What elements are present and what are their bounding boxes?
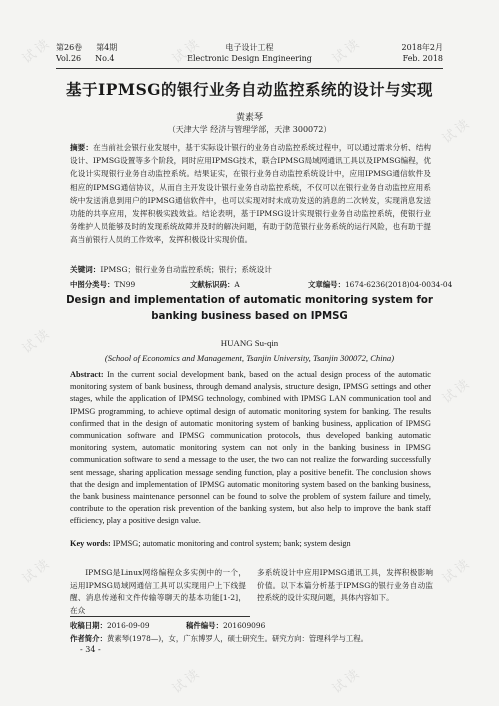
abstract-en-text: In the current social development bank, based on the actual design process of the automatic monitoring system of bank business, through demand analysis, structure design, IPMSG settings and other stages, while the application of IPMSG technology, combined with IPMSG LAN communication tool and IPMSG programming, to achieve optimal design of automatic monitoring system for banking. The results confirmed that in the design of automatic monitoring system of banking business, application of IPMSG communication software and IPMSG communication protocols, thus developed banking automatic monitoring system, automatic monitoring system can not only in the banking business in IPMSG communication software to send a message to the user, the two can not realize the forwarding successfully sent message, sharing application message sending function, play a positive benefit. The conclusion shows that the design and implementation of IPMSG automatic monitoring system based on the banking business, the bank business maintenance personnel can be found to solve the problem of system failure and timely, contribute to the operation risk prevention of the banking system, but also help to improve the bank staff efficiency, play a positive design value. (70, 370, 431, 526)
watermark: 试读 (20, 35, 55, 67)
clc-label: 中图分类号： (70, 280, 115, 289)
watermark: 试读 (20, 325, 55, 357)
keywords-en-label: Key words: (70, 539, 111, 548)
affiliation-en: (School of Economics and Management, Tsanjin University, Tsanjin 300072, China) (104, 353, 395, 363)
draft-number: 201609096 (222, 621, 266, 630)
footnote-bio (70, 633, 431, 644)
date-en: Feb. 2018 (402, 54, 443, 63)
doc-code-value: A (234, 280, 240, 289)
clc-value: TN99 (114, 280, 136, 289)
keywords-en-text: IPMSG; automatic monitoring and control system; bank; system design (112, 539, 351, 548)
bio-text: 黄素琴(1978—)，女，广东博罗人，硕士研究生。研究方向：管理科学与工程。 (106, 634, 369, 643)
journal-cn: 电子设计工程 (225, 43, 274, 52)
author-en: HUANG Su-qin (220, 338, 279, 348)
watermark: 试读 (440, 115, 475, 147)
body-column-left: IPMSG是Linux网络编程众多实例中的一个，运用IPMSG局域网通信工具可以实现用户上下线提醒、消息传递和文件传输等聊天的基本功能[1-2]，在众 (70, 568, 246, 615)
issue-en: No.4 (95, 54, 115, 63)
watermark: 试读 (170, 665, 205, 697)
running-header (56, 42, 443, 68)
footnote-dates (70, 620, 431, 631)
keywords-cn (70, 264, 431, 275)
received-label: 收稿日期： (70, 621, 107, 630)
article-no-value: 1674-6236(2018)04-0034-04 (344, 280, 453, 289)
abstract-en-label: Abstract: (70, 370, 104, 379)
volume-cn: 第26卷 (56, 43, 83, 52)
paper-title-cn: 基于IPMSG的银行业务自动监控系统的设计与实现 (66, 80, 433, 99)
header-rule (56, 68, 443, 69)
abstract-cn (70, 141, 431, 247)
paper-title-en: Design and implementation of automatic monitoring system for banking business based on IPMSG (66, 295, 433, 322)
keywords-cn-label: 关键词： (70, 265, 101, 274)
abstract-cn-text: 在当前社会银行业发展中，基于实际设计银行的业务自动监控系统过程中，可以通过需求分析、结构设计、IPMSG设置等多个阶段，同时应用IPMSG技术，联合IPMSG局域网通讯工具以及IPMSG编程，优化设计实现银行业务自动监控系统。结果证实，在银行业务自动监控系统设计中，应用IPMSG通信软件及相应的IPMSG通信协议，从而自主开发设计银行业务自动监控系统，不仅可以在银行业务自动监控应用系统中发送消息到用户的IPMSG通信软件中，也可以实现对时未成功发送的消息的二次转发，实现消息发送功能的共享应用，发挥积极实践效益。结论表明，基于IPMSG设计实现银行业务自动监控系统，使银行业务维护人员能够及时的发现系统故障并及时的解决问题，有助于防范银行业务系统的运行风险，也有助于提高当前银行人员的工作效率，发挥积极设计实现价值。 (70, 143, 432, 245)
date-cn: 2018年2月 (401, 43, 443, 52)
issue-cn: 第4期 (96, 43, 118, 52)
author-cn: 黄素琴 (235, 113, 263, 123)
abstract-cn-label: 摘要： (70, 143, 94, 152)
doc-code-label: 文献标识码： (190, 280, 235, 289)
watermark: 试读 (20, 555, 55, 587)
header-journal (56, 42, 443, 64)
watermark: 试读 (330, 665, 365, 697)
bio-label: 作者简介： (70, 634, 107, 643)
header-date (402, 42, 443, 64)
watermark: 试读 (440, 375, 475, 407)
body-column-right: 多系统设计中应用IPMSG通讯工具，发挥积极影响价值。以下本篇分析基于IPMSG的银行业务自动监控系统的设计实现问题，具体内容如下。 (257, 568, 433, 603)
affiliation-cn: （天津大学 经济与管理学部，天津 300072） (167, 125, 332, 134)
footnote-rule (70, 616, 250, 617)
keywords-cn-text: IPMSG；银行业务自动监控系统；银行；系统设计 (100, 265, 272, 274)
journal-en: Electronic Design Engineering (187, 54, 312, 63)
keywords-en (70, 539, 431, 548)
received-date: 2016-09-09 (106, 621, 150, 630)
watermark: 试读 (440, 555, 475, 587)
volume-en: Vol.26 (56, 54, 82, 63)
watermark: 试读 (170, 35, 205, 67)
article-no-label: 文章编号： (308, 280, 345, 289)
page-number: - 34 - (80, 645, 101, 654)
watermark: 试读 (330, 35, 365, 67)
abstract-en (70, 369, 431, 528)
draft-label: 稿件编号： (186, 621, 223, 630)
